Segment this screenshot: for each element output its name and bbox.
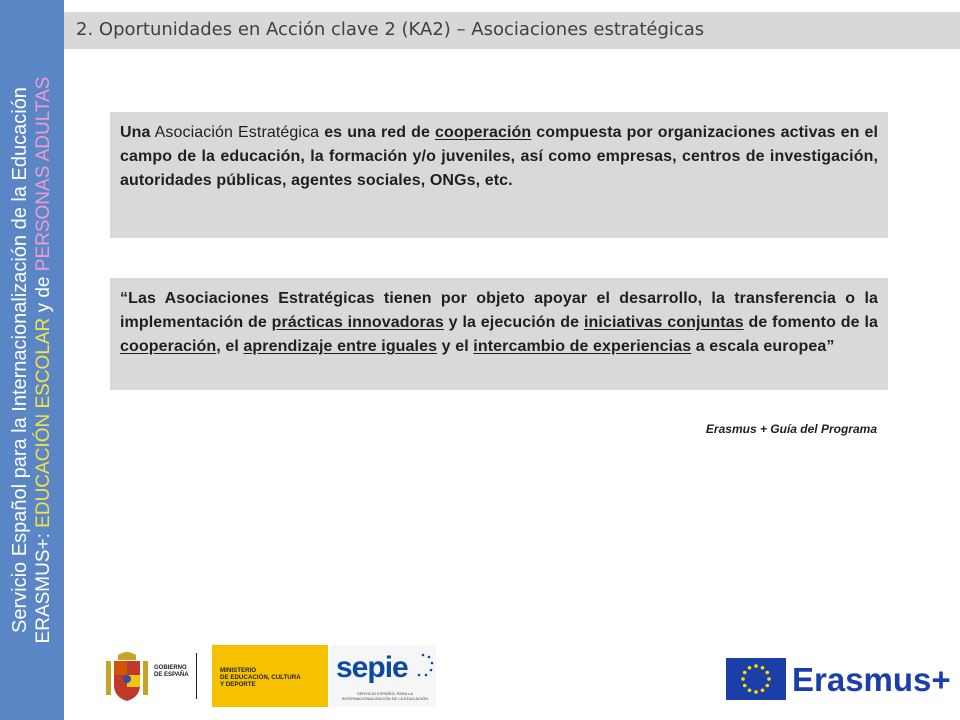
erasmus-wordmark: Erasmus+ bbox=[792, 661, 951, 698]
min-line2: DE EDUCACIÓN, CULTURA bbox=[220, 674, 301, 681]
eu-star-icon bbox=[748, 666, 752, 670]
side-title: Servicio Español para la Internacionalización de la Educación bbox=[9, 87, 31, 633]
eu-star-icon bbox=[748, 688, 752, 692]
eu-flag-icon bbox=[726, 658, 786, 700]
q-s1: “Las Asociaciones Estratégicas tienen por objeto apoyar el desarrollo, la transferencia o la implementación de bbox=[120, 290, 878, 331]
q-u2: iniciativas conjuntas bbox=[583, 314, 744, 331]
eu-star-icon bbox=[765, 684, 769, 688]
gov-line2: DE ESPAÑA bbox=[154, 672, 189, 678]
q-u5: intercambio de experiencias bbox=[473, 338, 692, 355]
q-s4: , el bbox=[216, 338, 244, 355]
sepie-wordmark: sepie bbox=[336, 651, 408, 684]
eu-star-icon bbox=[743, 684, 747, 688]
definition-box bbox=[110, 112, 888, 238]
ministerio-text bbox=[220, 667, 301, 688]
side-subtitle bbox=[32, 20, 55, 700]
eu-star-icon bbox=[761, 688, 765, 692]
erasmus-plus-logo bbox=[726, 658, 951, 702]
coat-of-arms-icon bbox=[104, 651, 150, 703]
definition-paragraph bbox=[120, 121, 878, 193]
side-prefix: ERASMUS+: bbox=[33, 527, 54, 644]
eu-star-icon bbox=[754, 690, 758, 694]
quote-paragraph bbox=[120, 287, 878, 359]
sepie-logo bbox=[330, 645, 436, 707]
q-u1: prácticas innovadoras bbox=[271, 314, 444, 331]
min-line3: Y DEPORTE bbox=[220, 681, 256, 688]
eu-star-icon bbox=[754, 664, 758, 668]
side-band bbox=[0, 0, 64, 720]
q-u4: aprendizaje entre iguales bbox=[243, 338, 438, 355]
header-bar bbox=[64, 12, 960, 49]
side-mid: y de bbox=[33, 271, 54, 318]
q-s5: y el bbox=[437, 338, 474, 355]
def-s1: Una bbox=[120, 124, 151, 141]
side-school: EDUCACIÓN ESCOLAR bbox=[33, 317, 54, 528]
logo-divider bbox=[196, 653, 197, 699]
eu-star-icon bbox=[767, 677, 771, 681]
gobierno-text bbox=[154, 665, 189, 679]
sepie-subtitle: SERVICIO ESPAÑOL PARA LA INTERNACIONALIZACIÓN DE LA EDUCACIÓN bbox=[341, 691, 429, 701]
ministerio-logo bbox=[212, 645, 328, 707]
gov-line1: GOBIERNO bbox=[154, 665, 187, 671]
eu-star-icon bbox=[765, 671, 769, 675]
def-u1: cooperación bbox=[435, 124, 532, 141]
q-s2: y la ejecución de bbox=[443, 314, 584, 331]
def-s4: compuesta por organizaciones activas en el campo de la educación, la formación y/o juveniles, así como empresas, centros de investigación, autoridades públicas, agentes sociales, ONGs, etc. bbox=[120, 124, 878, 189]
q-s3: de fomento de la bbox=[743, 314, 878, 331]
eu-star-icon bbox=[741, 677, 745, 681]
def-s3: es una red de bbox=[324, 124, 436, 141]
page-title: 2. Oportunidades en Acción clave 2 (KA2) – Asociaciones estratégicas bbox=[76, 19, 705, 40]
citation: Erasmus + Guía del Programa bbox=[705, 422, 877, 436]
side-adult: PERSONAS ADULTAS bbox=[33, 76, 54, 272]
min-line1: MINISTERIO bbox=[220, 667, 257, 674]
eu-star-icon bbox=[743, 671, 747, 675]
stars-circle-icon bbox=[412, 653, 434, 679]
side-vertical-text bbox=[9, 20, 55, 700]
def-s2: Asociación Estratégica bbox=[150, 124, 325, 141]
q-s6: a escala europea” bbox=[691, 338, 835, 355]
q-u3: cooperación bbox=[120, 338, 217, 355]
eu-star-icon bbox=[761, 666, 765, 670]
quote-box bbox=[110, 278, 888, 390]
